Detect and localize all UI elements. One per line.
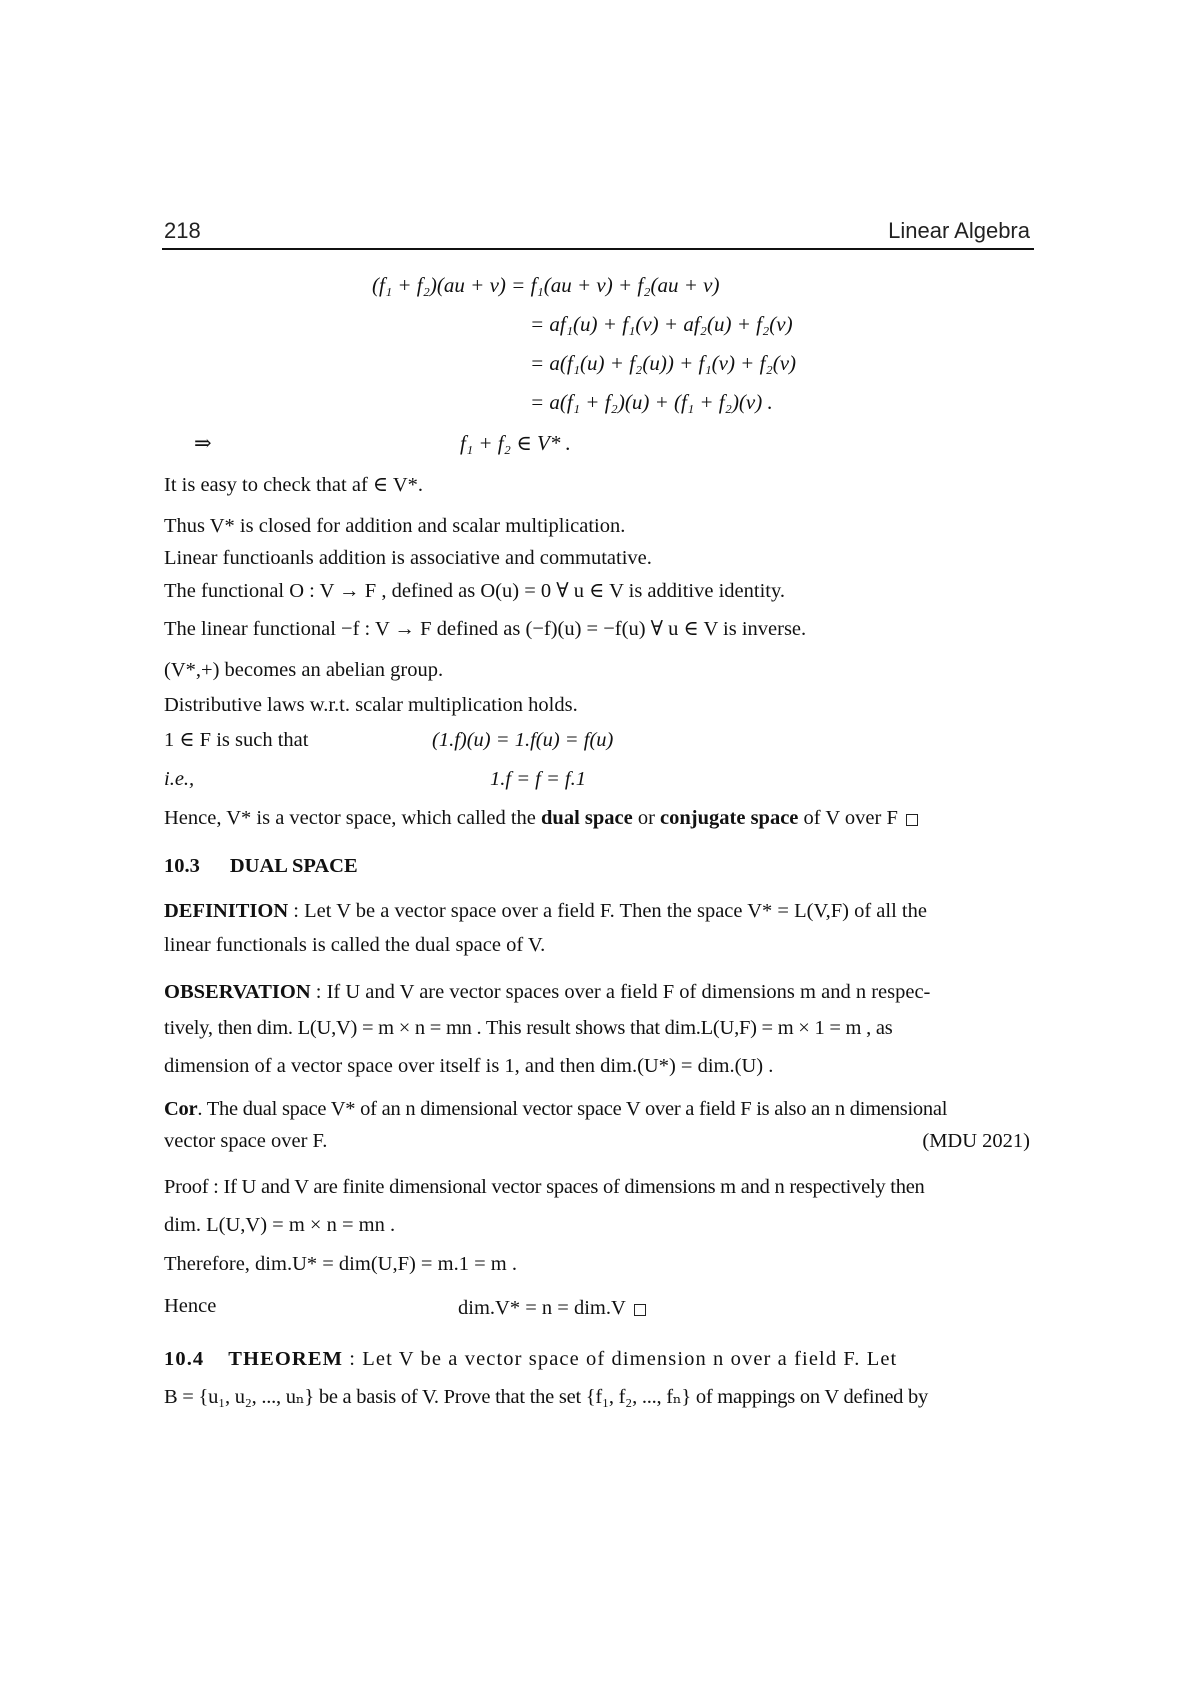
proof-conclusion-eq: dim.V* = n = dim.V <box>458 1297 626 1319</box>
section-heading <box>164 853 358 879</box>
text-line-ie-right: 1.f = f = f.1 <box>490 768 587 790</box>
text-line-additive-identity: The functional O : V → F , defined as O(u) = 0 ∀ u ∈ V is additive identity. <box>164 580 786 602</box>
definition-line-1 <box>164 898 927 924</box>
text-line-abelian-group: (V*,+) becomes an abelian group. <box>164 659 444 681</box>
text-line-unit-left: 1 ∈ F is such that <box>164 729 309 751</box>
text-line-af-in-dual: It is easy to check that af ∈ V*. <box>164 474 424 496</box>
text-line-distributive: Distributive laws w.r.t. scalar multiplication holds. <box>164 694 578 716</box>
theorem-label: THEOREM <box>228 1348 344 1370</box>
text-line-closed: Thus V* is closed for addition and scalar multiplication. <box>164 515 626 537</box>
header-rule <box>162 248 1034 250</box>
theorem-number: 10.4 <box>164 1348 205 1370</box>
proof-line-2: dim. L(U,V) = m × n = mn . <box>164 1214 396 1236</box>
corollary-line-1 <box>164 1096 947 1122</box>
proof-line-4-right <box>458 1295 646 1321</box>
text-line-inverse: The linear functional −f : V → F defined as (−f)(u) = −f(u) ∀ u ∈ V is inverse. <box>164 618 807 640</box>
equation-line-2: = af₁(u) + f₁(v) + af₂(u) + f₂(v) <box>530 312 793 336</box>
text-line-unit-right: (1.f)(u) = 1.f(u) = f(u) <box>432 729 614 751</box>
corollary-citation: (MDU 2021) <box>922 1130 1030 1152</box>
proof-line-1: Proof : If U and V are finite dimensional vector spaces of dimensions m and n respectively then <box>164 1176 925 1198</box>
text-line-ie-left: i.e., <box>164 768 195 790</box>
observation-line-1 <box>164 979 930 1005</box>
corollary-text-1: . The dual space V* of an n dimensional vector space V over a field F is also an n dimensional <box>197 1098 948 1120</box>
term-dual-space: dual space <box>541 807 633 829</box>
conclusion-text-e: of V over F <box>798 807 898 829</box>
observation-line-2: tively, then dim. L(U,V) = m × n = mn . This result shows that dim.L(U,F) = m × 1 = m , as <box>164 1017 893 1039</box>
section-title: DUAL SPACE <box>229 855 358 877</box>
implies-symbol: ⇒ <box>194 431 212 455</box>
equation-line-1: (f₁ + f₂)(au + v) = f₁(au + v) + f₂(au + v) <box>372 273 720 297</box>
theorem-line-2: B = {u₁, u₂, ..., uₙ} be a basis of V. Prove that the set {f₁, f₂, ..., fₙ} of mappings on V defined by <box>164 1386 929 1408</box>
corollary-label: Cor <box>164 1098 198 1120</box>
equation-line-5: f₁ + f₂ ∈ V* . <box>460 431 571 455</box>
definition-text-1: : Let V be a vector space over a field F. Then the space V* = L(V,F) of all the <box>288 900 927 922</box>
proof-line-3: Therefore, dim.U* = dim(U,F) = m.1 = m . <box>164 1253 517 1275</box>
text-line-conclusion <box>164 805 918 831</box>
qed-box-icon <box>634 1304 646 1316</box>
definition-line-2: linear functionals is called the dual space of V. <box>164 934 546 956</box>
theorem-line-1 <box>164 1346 897 1372</box>
definition-label: DEFINITION <box>164 900 289 922</box>
section-number: 10.3 <box>164 855 200 877</box>
equation-line-3: = a(f₁(u) + f₂(u)) + f₁(v) + f₂(v) <box>530 351 797 375</box>
conclusion-text-a: Hence, V* is a vector space, which called the <box>164 807 542 829</box>
observation-text-1: : If U and V are vector spaces over a field F of dimensions m and n respec- <box>310 981 931 1003</box>
proof-line-4-left: Hence <box>164 1295 217 1317</box>
running-header-title: Linear Algebra <box>888 218 1030 243</box>
conclusion-text-c: or <box>632 807 661 829</box>
term-conjugate-space: conjugate space <box>660 807 799 829</box>
theorem-text-1: : Let V be a vector space of dimension n over a field F. Let <box>343 1348 898 1370</box>
corollary-line-2: vector space over F. <box>164 1130 328 1152</box>
text-line-associative: Linear functioanls addition is associative and commutative. <box>164 547 652 569</box>
observation-line-3: dimension of a vector space over itself is 1, and then dim.(U*) = dim.(U) . <box>164 1055 774 1077</box>
qed-box-icon <box>906 814 918 826</box>
page-number: 218 <box>164 218 201 243</box>
equation-line-4: = a(f₁ + f₂)(u) + (f₁ + f₂)(v) . <box>530 390 773 414</box>
observation-label: OBSERVATION <box>164 981 311 1003</box>
